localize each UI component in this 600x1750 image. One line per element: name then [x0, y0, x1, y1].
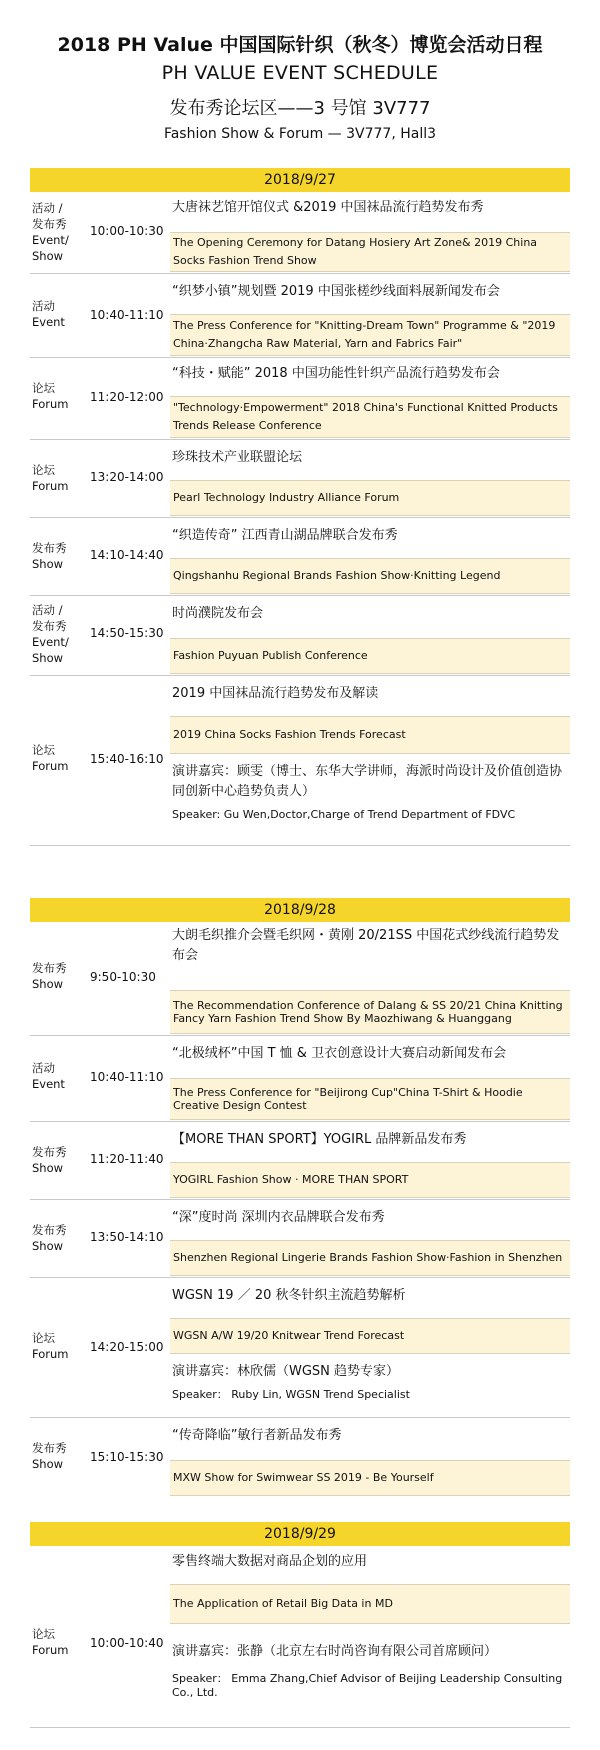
event-title-en: Fashion Puyuan Publish Conference [170, 638, 570, 674]
event-title-cn: “织造传奇” 江西青山湖品牌联合发布秀 [172, 528, 398, 543]
event-time: 15:10-15:30 [90, 1450, 164, 1464]
event-title-en: Qingshanhu Regional Brands Fashion Show·Knitting Legend [170, 558, 570, 594]
event-category: 发布秀 Show [32, 1441, 67, 1471]
schedule-row [30, 274, 570, 358]
schedule-row [30, 1278, 570, 1418]
date-bar: 2018/9/27 [30, 168, 570, 192]
speaker-en: Speaker: Gu Wen,Doctor,Charge of Trend Department of FDVC [172, 808, 516, 821]
event-title-cn: 【MORE THAN SPORT】YOGIRL 品牌新品发布秀 [172, 1132, 467, 1147]
speaker-cn: 演讲嘉宾：顾雯（博士、东华大学讲师，海派时尚设计及价值创造协同创新中心趋势负责人） [172, 764, 563, 799]
date-bar: 2018/9/28 [30, 898, 570, 922]
schedule-row [30, 192, 570, 274]
speaker-en: Speaker： Ruby Lin, WGSN Trend Specialist [172, 1388, 410, 1401]
event-category: 论坛 Forum [32, 381, 69, 411]
schedule-row [30, 358, 570, 440]
schedule-row [30, 440, 570, 518]
date-bar: 2018/9/29 [30, 1522, 570, 1546]
event-category: 发布秀 Show [32, 541, 67, 571]
event-category: 论坛 Forum [32, 743, 69, 773]
event-title-en: The Application of Retail Big Data in MD [170, 1584, 570, 1624]
event-time: 15:40-16:10 [90, 752, 164, 766]
event-title-cn: 2019 中国袜品流行趋势发布及解读 [172, 686, 379, 701]
event-title-cn: “科技・赋能” 2018 中国功能性针织产品流行趋势发布会 [172, 366, 500, 381]
event-title-cn: “深”度时尚 深圳内衣品牌联合发布秀 [172, 1210, 385, 1225]
event-title-cn: 大朗毛织推介会暨毛织网・黄刚 20/21SS 中国花式纱线流行趋势发布会 [172, 928, 560, 963]
schedule-row [30, 922, 570, 1036]
event-title-cn: “传奇降临”敏行者新品发布秀 [172, 1428, 342, 1443]
page-title-en: PH VALUE EVENT SCHEDULE [161, 62, 439, 84]
event-time: 14:10-14:40 [90, 548, 164, 562]
event-title-en: 2019 China Socks Fashion Trends Forecast [170, 716, 570, 754]
event-time: 14:20-15:00 [90, 1340, 164, 1354]
event-title-cn: 时尚濮院发布会 [172, 606, 264, 621]
event-time: 10:00-10:40 [90, 1636, 164, 1650]
event-time: 13:20-14:00 [90, 470, 164, 484]
schedule-row [30, 596, 570, 676]
event-time: 9:50-10:30 [90, 970, 156, 984]
event-title-en: The Recommendation Conference of Dalang & SS 20/21 China Knitting Fancy Yarn Fashion Trend Show By Maozhiwang & Huanggang [170, 990, 570, 1034]
page-title-cn: 2018 PH Value 中国国际针织（秋冬）博览会活动日程 [57, 34, 543, 56]
event-category: 论坛 Forum [32, 1331, 69, 1361]
event-time: 14:50-15:30 [90, 626, 164, 640]
schedule-row [30, 676, 570, 846]
event-time: 11:20-12:00 [90, 390, 164, 404]
event-title-cn: WGSN 19 ／ 20 秋冬针织主流趋势解析 [172, 1288, 406, 1303]
schedule-row [30, 1418, 570, 1498]
event-category: 论坛 Forum [32, 1627, 69, 1657]
event-time: 11:20-11:40 [90, 1152, 164, 1166]
event-time: 10:40-11:10 [90, 308, 164, 322]
event-category: 活动 Event [32, 299, 65, 329]
event-title-en: The Press Conference for "Beijirong Cup"China T-Shirt & Hoodie Creative Design Contest [170, 1078, 570, 1120]
event-title-en: The Opening Ceremony for Datang Hosiery Art Zone& 2019 China Socks Fashion Trend Show [170, 232, 570, 272]
event-title-cn: 珍珠技术产业联盟论坛 [172, 450, 303, 465]
event-title-cn: 零售终端大数据对商品企划的应用 [172, 1554, 368, 1569]
event-time: 10:40-11:10 [90, 1070, 164, 1084]
event-category: 发布秀 Show [32, 961, 67, 991]
venue-cn: 发布秀论坛区——3 号馆 3V777 [169, 98, 431, 119]
event-time: 13:50-14:10 [90, 1230, 164, 1244]
schedule-row [30, 1122, 570, 1200]
event-category: 发布秀 Show [32, 1223, 67, 1253]
event-time: 10:00-10:30 [90, 224, 164, 238]
speaker-cn: 演讲嘉宾：张静（北京左右时尚咨询有限公司首席顾问） [172, 1644, 498, 1659]
event-title-en: MXW Show for Swimwear SS 2019 - Be Yourself [170, 1460, 570, 1496]
event-category: 发布秀 Show [32, 1145, 67, 1175]
event-category: 活动 / 发布秀 Event/ Show [32, 603, 69, 665]
event-category: 活动 Event [32, 1061, 65, 1091]
event-title-cn: 大唐袜艺馆开馆仪式 &2019 中国袜品流行趋势发布秀 [172, 200, 484, 215]
speaker-en: Speaker： Emma Zhang,Chief Advisor of Beijing Leadership Consulting Co., Ltd. [172, 1672, 563, 1699]
schedule-row [30, 518, 570, 596]
event-title-en: The Press Conference for "Knitting-Dream Town" Programme & "2019 China·Zhangcha Raw Material, Yarn and Fabrics Fair" [170, 314, 570, 356]
event-category: 论坛 Forum [32, 463, 69, 493]
schedule-row [30, 1546, 570, 1728]
event-title-en: WGSN A/W 19/20 Knitwear Trend Forecast [170, 1318, 570, 1354]
event-title-en: "Technology·Empowerment" 2018 China's Functional Knitted Products Trends Release Conference [170, 396, 570, 438]
event-title-cn: “织梦小镇”规划暨 2019 中国张槎纱线面料展新闻发布会 [172, 284, 500, 299]
schedule-row [30, 1200, 570, 1278]
event-title-en: Pearl Technology Industry Alliance Forum [170, 480, 570, 516]
event-title-cn: “北极绒杯”中国 T 恤 & 卫衣创意设计大赛启动新闻发布会 [172, 1046, 507, 1061]
speaker-cn: 演讲嘉宾：林欣儒（WGSN 趋势专家） [172, 1364, 400, 1379]
event-category: 活动 / 发布秀 Event/ Show [32, 201, 69, 263]
event-title-en: YOGIRL Fashion Show · MORE THAN SPORT [170, 1162, 570, 1198]
venue-en: Fashion Show & Forum — 3V777, Hall3 [163, 126, 437, 142]
schedule-row [30, 1036, 570, 1122]
event-title-en: Shenzhen Regional Lingerie Brands Fashion Show·Fashion in Shenzhen [170, 1240, 570, 1276]
